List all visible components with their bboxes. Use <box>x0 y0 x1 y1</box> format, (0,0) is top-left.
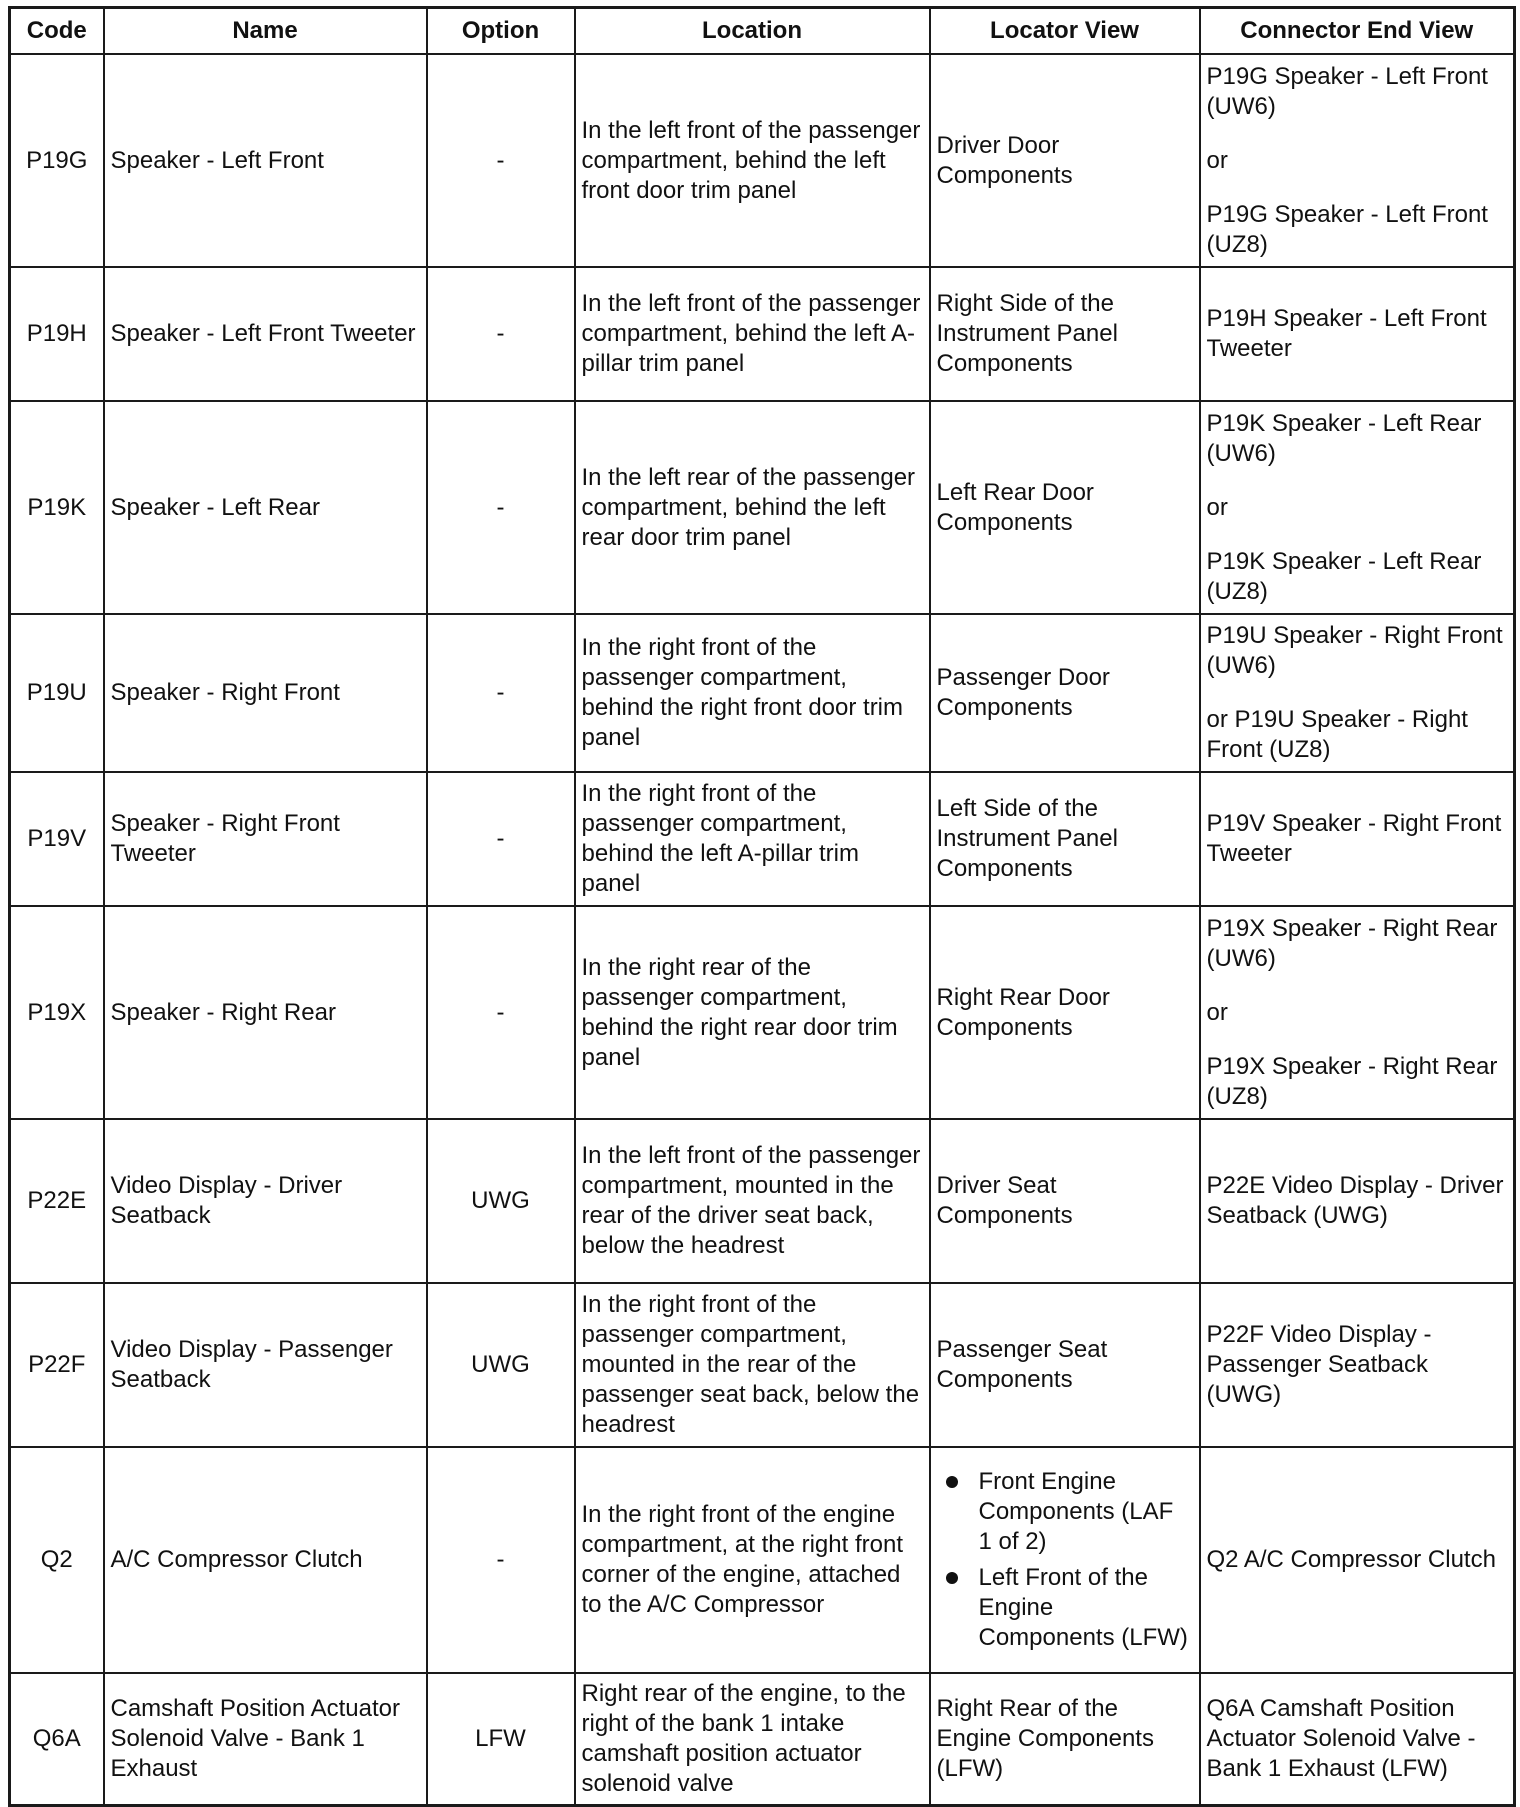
connector-end-view-cell <box>1200 614 1515 772</box>
name-cell: Video Display - Driver Seatback <box>104 1119 427 1283</box>
locator-link[interactable]: Right Rear Door Components <box>936 983 1110 1041</box>
name-cell: Speaker - Left Rear <box>104 401 427 614</box>
option-cell: UWG <box>427 1283 575 1447</box>
name-cell: Speaker - Right Front <box>104 614 427 772</box>
table-row <box>10 906 1515 1119</box>
connector-link[interactable]: P19V Speaker - Right Front Tweeter <box>1206 810 1502 867</box>
connector-end-view-cell <box>1200 54 1515 267</box>
option-cell: - <box>427 614 575 772</box>
connector-link[interactable]: P22E Video Display - Driver Seatback (UWG) <box>1206 1172 1504 1229</box>
table-row <box>10 772 1515 906</box>
code-cell: P19X <box>10 906 104 1119</box>
location-cell: In the right front of the passenger compartment, behind the left A-pillar trim panel <box>575 772 930 906</box>
locator-link[interactable]: Passenger Seat Components <box>936 1336 1108 1393</box>
location-cell: In the right front of the passenger compartment, mounted in the rear of the passenger seat back, below the headrest <box>575 1283 930 1447</box>
location-cell: In the left front of the passenger compartment, behind the left A-pillar trim panel <box>575 267 930 401</box>
code-cell: P19U <box>10 614 104 772</box>
name-cell: A/C Compressor Clutch <box>104 1447 427 1673</box>
name-cell: Speaker - Left Front Tweeter <box>104 267 427 401</box>
connector-link[interactable]: P19X Speaker - Right Rear (UZ8) <box>1206 1052 1498 1110</box>
locator-view-cell <box>930 267 1200 401</box>
connector-end-view-cell <box>1200 1283 1515 1447</box>
header-connector-end-view: Connector End View <box>1200 8 1515 55</box>
table-row <box>10 1283 1515 1447</box>
connector-link[interactable]: P19G Speaker - Left Front (UZ8) <box>1206 200 1488 258</box>
table-row <box>10 401 1515 614</box>
component-locator-table <box>8 6 1516 1807</box>
locator-view-cell <box>930 54 1200 267</box>
table-row <box>10 1673 1515 1805</box>
locator-link[interactable]: Left Rear Door Components <box>936 478 1094 536</box>
connector-link[interactable]: or P19U Speaker - Right Front (UZ8) <box>1206 706 1468 763</box>
connector-link[interactable]: P19H Speaker - Left Front Tweeter <box>1206 305 1487 362</box>
header-location: Location <box>575 8 930 55</box>
locator-view-cell <box>930 614 1200 772</box>
option-cell: - <box>427 1447 575 1673</box>
locator-view-cell <box>930 772 1200 906</box>
location-cell: Right rear of the engine, to the right of the bank 1 intake camshaft position actuator solenoid valve <box>575 1673 930 1805</box>
connector-link[interactable]: P19U Speaker - Right Front (UW6) <box>1206 622 1503 679</box>
option-cell: - <box>427 906 575 1119</box>
header-row <box>10 8 1515 55</box>
locator-link[interactable]: Right Side of the Instrument Panel Components <box>936 290 1118 377</box>
locator-view-cell <box>930 401 1200 614</box>
code-cell: Q2 <box>10 1447 104 1673</box>
locator-link[interactable]: Right Rear of the Engine Components (LFW) <box>936 1694 1154 1782</box>
connector-or: or <box>1206 146 1228 174</box>
code-cell: P19V <box>10 772 104 906</box>
name-cell: Speaker - Left Front <box>104 54 427 267</box>
connector-end-view-cell <box>1200 906 1515 1119</box>
connector-end-view-cell <box>1200 772 1515 906</box>
header-name: Name <box>104 8 427 55</box>
locator-link[interactable]: Driver Door Components <box>936 131 1073 189</box>
option-cell: - <box>427 401 575 614</box>
location-cell: In the left rear of the passenger compartment, behind the left rear door trim panel <box>575 401 930 614</box>
name-cell: Speaker - Right Rear <box>104 906 427 1119</box>
location-cell: In the left front of the passenger compartment, behind the left front door trim panel <box>575 54 930 267</box>
option-cell: - <box>427 772 575 906</box>
locator-bullet-list <box>937 1467 1193 1653</box>
connector-or: or <box>1206 998 1228 1026</box>
connector-link[interactable]: P19K Speaker - Left Rear (UZ8) <box>1206 547 1482 605</box>
connector-or: or <box>1206 493 1228 521</box>
connector-end-view-cell <box>1200 1119 1515 1283</box>
connector-link[interactable]: P19X Speaker - Right Rear (UW6) <box>1206 914 1498 972</box>
location-cell: In the left front of the passenger compartment, mounted in the rear of the driver seat back, below the headrest <box>575 1119 930 1283</box>
option-cell: LFW <box>427 1673 575 1805</box>
locator-link[interactable]: Passenger Door Components <box>936 664 1110 721</box>
code-cell: P19G <box>10 54 104 267</box>
header-code: Code <box>10 8 104 55</box>
option-cell: UWG <box>427 1119 575 1283</box>
name-cell: Video Display - Passenger Seatback <box>104 1283 427 1447</box>
connector-link[interactable]: P22F Video Display - Passenger Seatback (UWG) <box>1206 1321 1432 1408</box>
header-locator-view: Locator View <box>930 8 1200 55</box>
connector-link[interactable]: Q6A Camshaft Position Actuator Solenoid Valve - Bank 1 Exhaust (LFW) <box>1206 1694 1476 1782</box>
locator-link[interactable]: Driver Seat Components <box>936 1172 1073 1229</box>
option-cell: - <box>427 267 575 401</box>
name-cell: Camshaft Position Actuator Solenoid Valve - Bank 1 Exhaust <box>104 1673 427 1805</box>
location-cell: In the right front of the passenger compartment, behind the right front door trim panel <box>575 614 930 772</box>
connector-end-view-cell <box>1200 1673 1515 1805</box>
table-row <box>10 1119 1515 1283</box>
table-row <box>10 614 1515 772</box>
locator-link[interactable]: Front Engine Components (LAF 1 of 2) <box>979 1467 1193 1557</box>
locator-view-cell <box>930 1119 1200 1283</box>
code-cell: P19H <box>10 267 104 401</box>
connector-link[interactable]: Q2 A/C Compressor Clutch <box>1206 1546 1496 1573</box>
option-cell: - <box>427 54 575 267</box>
locator-link[interactable]: Left Side of the Instrument Panel Components <box>936 795 1118 882</box>
locator-view-cell <box>930 1447 1200 1673</box>
table-row <box>10 54 1515 267</box>
locator-link[interactable]: Left Front of the Engine Components (LFW) <box>979 1563 1193 1653</box>
code-cell: P19K <box>10 401 104 614</box>
connector-end-view-cell <box>1200 401 1515 614</box>
name-cell: Speaker - Right Front Tweeter <box>104 772 427 906</box>
connector-end-view-cell <box>1200 1447 1515 1673</box>
connector-link[interactable]: P19K Speaker - Left Rear (UW6) <box>1206 409 1482 467</box>
connector-end-view-cell <box>1200 267 1515 401</box>
code-cell: P22F <box>10 1283 104 1447</box>
code-cell: Q6A <box>10 1673 104 1805</box>
code-cell: P22E <box>10 1119 104 1283</box>
location-cell: In the right front of the engine compartment, at the right front corner of the engine, attached to the A/C Compressor <box>575 1447 930 1673</box>
locator-view-cell <box>930 1673 1200 1805</box>
table-row <box>10 1447 1515 1673</box>
locator-view-cell <box>930 1283 1200 1447</box>
locator-view-cell <box>930 906 1200 1119</box>
table-row <box>10 267 1515 401</box>
connector-link[interactable]: P19G Speaker - Left Front (UW6) <box>1206 62 1488 120</box>
location-cell: In the right rear of the passenger compartment, behind the right rear door trim panel <box>575 906 930 1119</box>
header-option: Option <box>427 8 575 55</box>
